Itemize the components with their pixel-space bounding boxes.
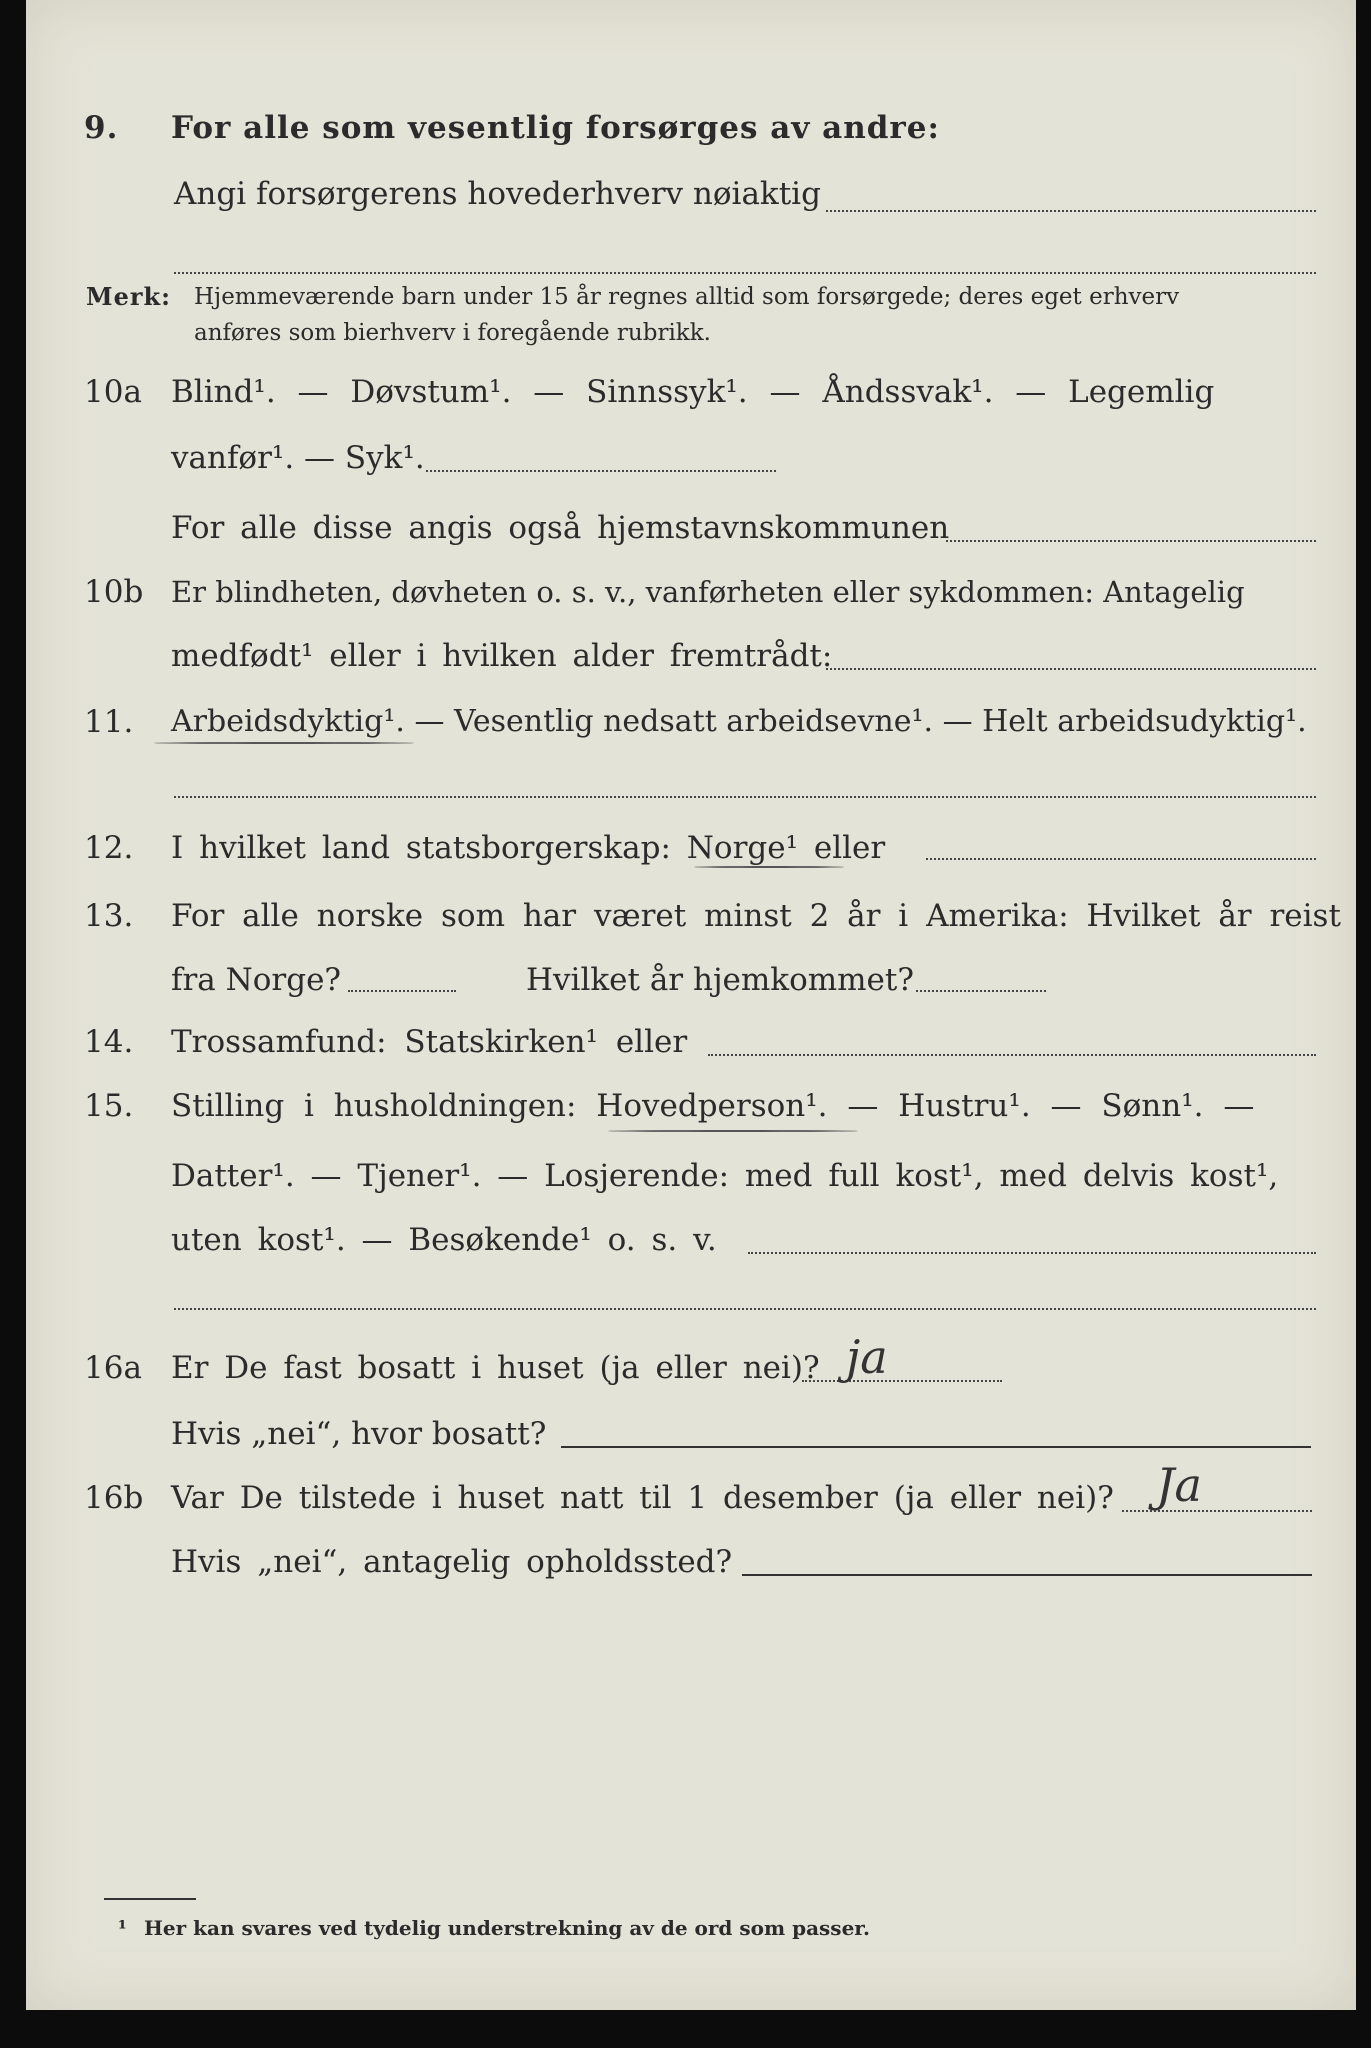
q13-hjemkommet-line[interactable] bbox=[916, 990, 1046, 992]
q16a-number: 16a bbox=[84, 1350, 142, 1386]
q15-answer-line[interactable] bbox=[748, 1252, 1316, 1254]
q16b-answer-line[interactable] bbox=[1122, 1510, 1312, 1512]
q12-number: 12. bbox=[84, 830, 134, 866]
q15-line-3: uten kost¹. — Besøkende¹ o. s. v. bbox=[171, 1222, 717, 1258]
q9-prompt: Angi forsørgerens hovederhverv nøiaktig bbox=[174, 176, 821, 212]
q16b-number: 16b bbox=[84, 1480, 144, 1516]
census-form-page bbox=[26, 0, 1356, 2010]
q13-reist-line[interactable] bbox=[348, 990, 456, 992]
q16a-handwritten-answer: ja bbox=[846, 1330, 888, 1384]
q16b-opholdssted-line[interactable] bbox=[742, 1574, 1312, 1576]
q11-handwritten-underline bbox=[154, 742, 414, 744]
q16b-line-1: Var De tilstede i huset natt til 1 desember (ja eller nei)? bbox=[171, 1480, 1114, 1516]
footnote-mark: ¹ bbox=[118, 1916, 127, 1940]
q16b-line-2: Hvis „nei“, antagelig opholdssted? bbox=[171, 1544, 733, 1580]
q16a-line-1: Er De fast bosatt i huset (ja eller nei)? bbox=[171, 1350, 820, 1386]
q15-handwritten-underline bbox=[608, 1130, 858, 1132]
q14-number: 14. bbox=[84, 1024, 134, 1060]
q16a-answer-line[interactable] bbox=[802, 1380, 1002, 1382]
q15-number: 15. bbox=[84, 1088, 134, 1124]
q10a-number: 10a bbox=[84, 374, 142, 410]
q15-line-2: Datter¹. — Tjener¹. — Losjerende: med full kost¹, med delvis kost¹, bbox=[171, 1158, 1279, 1194]
q10a-line-3: For alle disse angis også hjemstavnskommunen bbox=[171, 510, 950, 546]
q10b-answer-line[interactable] bbox=[826, 668, 1316, 670]
q9-answer-line[interactable] bbox=[826, 210, 1316, 212]
q14-line-1: Trossamfund: Statskirken¹ eller bbox=[171, 1024, 688, 1060]
q10b-line-1: Er blindheten, døvheten o. s. v., vanførheten eller sykdommen: Antagelig bbox=[171, 575, 1245, 609]
q11-number: 11. bbox=[84, 704, 134, 740]
q16b-handwritten-answer: Ja bbox=[1156, 1458, 1202, 1512]
q9-heading: For alle som vesentlig forsørges av andre: bbox=[171, 110, 940, 146]
q14-answer-line[interactable] bbox=[708, 1054, 1316, 1056]
q10a-syk-line[interactable] bbox=[426, 470, 776, 472]
q12-answer-line[interactable] bbox=[926, 858, 1316, 860]
merk-line-2: anføres som bierhverv i foregående rubrikk. bbox=[194, 320, 711, 346]
q16a-bosatt-line[interactable] bbox=[561, 1446, 1311, 1448]
q10a-line-2: vanfør¹. — Syk¹. bbox=[171, 440, 425, 476]
q10b-number: 10b bbox=[84, 574, 144, 610]
merk-label: Merk: bbox=[86, 282, 171, 311]
q11-answer-line[interactable] bbox=[174, 796, 1316, 798]
q13-number: 13. bbox=[84, 898, 134, 934]
q9-number: 9. bbox=[84, 110, 119, 146]
q15-answer-line-2[interactable] bbox=[174, 1308, 1316, 1310]
q12-handwritten-underline bbox=[694, 866, 844, 868]
q10a-hjemstavn-line[interactable] bbox=[946, 540, 1316, 542]
q13-line-2b: Hvilket år hjemkommet? bbox=[526, 962, 914, 998]
q13-line-2a: fra Norge? bbox=[171, 962, 342, 998]
q16a-line-2: Hvis „nei“, hvor bosatt? bbox=[171, 1416, 547, 1452]
q12-line-1: I hvilket land statsborgerskap: Norge¹ eller bbox=[171, 830, 886, 866]
footnote-text: Her kan svares ved tydelig understrekning av de ord som passer. bbox=[144, 1916, 870, 1940]
q9-answer-line-2[interactable] bbox=[174, 272, 1316, 274]
q10a-line-1: Blind¹. — Døvstum¹. — Sinnssyk¹. — Åndssvak¹. — Legemlig bbox=[171, 374, 1215, 410]
q10b-line-2: medfødt¹ eller i hvilken alder fremtrådt: bbox=[171, 638, 833, 674]
q11-line-1: Arbeidsdyktig¹. — Vesentlig nedsatt arbeidsevne¹. — Helt arbeidsudyktig¹. bbox=[171, 704, 1307, 739]
footnote-rule bbox=[104, 1898, 196, 1900]
q15-line-1: Stilling i husholdningen: Hovedperson¹. — Hustru¹. — Sønn¹. — bbox=[171, 1088, 1255, 1124]
q13-line-1: For alle norske som har været minst 2 år i Amerika: Hvilket år reist bbox=[171, 898, 1341, 934]
merk-line-1: Hjemmeværende barn under 15 år regnes alltid som forsørgede; deres eget erhverv bbox=[194, 284, 1180, 310]
